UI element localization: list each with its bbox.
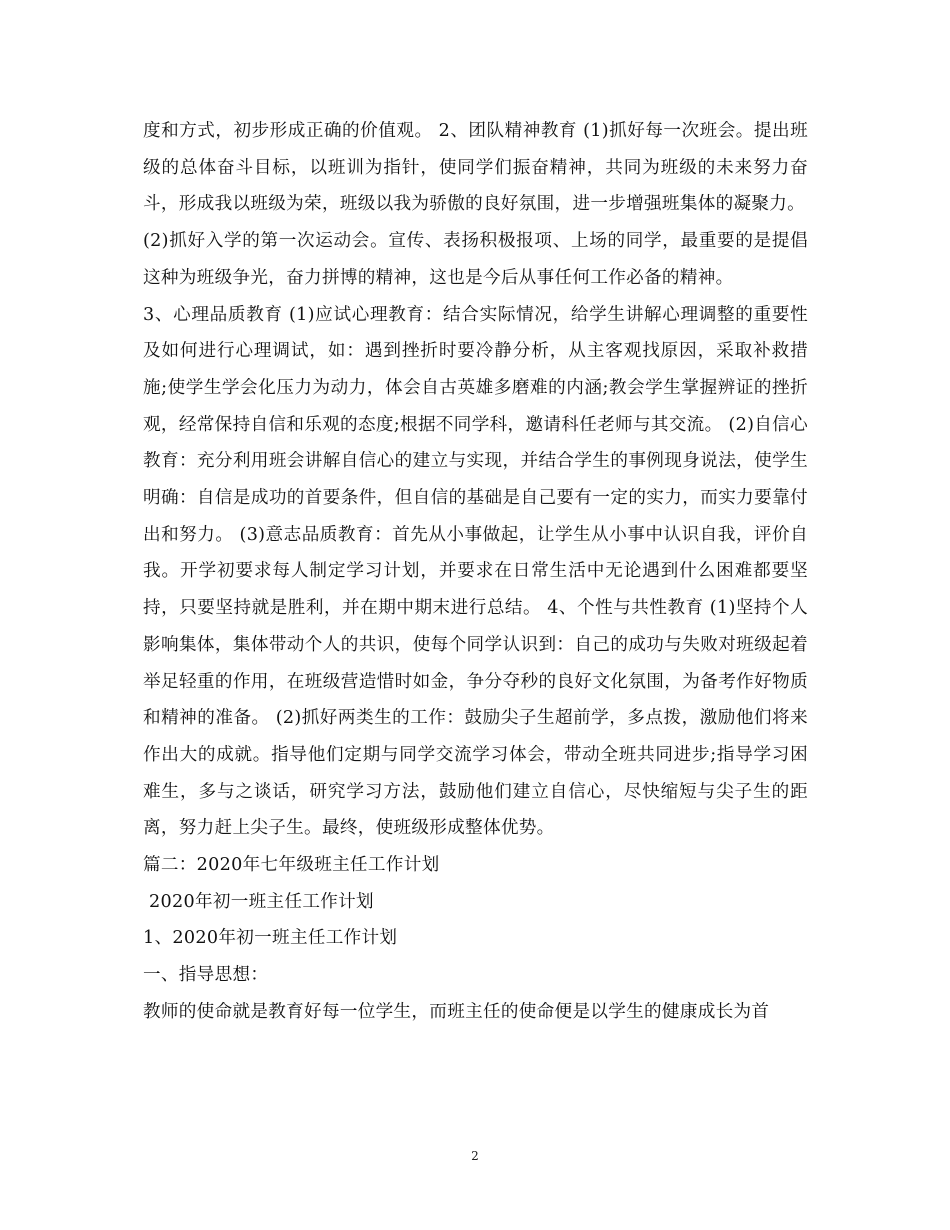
paragraph-team-spirit: 度和方式，初步形成正确的价值观。 2、团队精神教育 (1)抓好每一次班会。提出班级的总体奋斗目标，以班训为指针，使同学们振奋精神，共同为班级的未来努力奋斗，形成我以班级为荣，班级以我为骄傲的良好氛围，进一步增强班集体的凝聚力。 [143,121,808,215]
paragraph-teacher-mission: 教师的使命就是教育好每一位学生，而班主任的使命便是以学生的健康成长为首 [143,1001,770,1022]
document-body [143,113,808,1031]
paragraph-psychological-education: 3、心理品质教育 (1)应试心理教育：结合实际情况，给学生讲解心理调整的重要性及如何进行心理调试，如：遇到挫折时要冷静分析，从主客观找原因，采取补救措施;使学生学会化压力为动力，体会自古英雄多磨难的内涵;教会学生掌握辨证的挫折观，经常保持自信和乐观的态度;根据不同学科，邀请科任老师与其交流。 (2)自信心教育：充分利用班会讲解自信心的建立与实现，并结合学生的事例现身说法，使学生明确：自信是成功的首要条件，但自信的基础是自己要有一定的实力，而实力要靠付出和努力。 (3)意志品质教育：首先从小事做起，让学生从小事中认识自我，评价自我。开学初要求每人制定学习计划，并要求在日常生活中无论遇到什么困难都要坚持，只要坚持就是胜利，并在期中期末进行总结。 4、个性与共性教育 (1)坚持个人影响集体，集体带动个人的共识，使每个同学认识到：自己的成功与失败对班级起着举足轻重的作用，在班级营造惜时如金，争分夺秒的良好文化氛围，为备考作好物质和精神的准备。 (2)抓好两类生的工作：鼓励尖子生超前学，多点拨，激励他们将来作出大的成就。指导他们定期与同学交流学习体会，带动全班共同进步;指导学习困难生，多与之谈话，研究学习方法，鼓励他们建立自信心，尽快缩短与尖子生的距离，努力赶上尖子生。最终，使班级形成整体优势。 [143,304,808,839]
guiding-thought-heading: 一、指导思想： [143,965,269,986]
section-subtitle: 2020年初一班主任工作计划 [149,891,374,912]
section-heading-part-two: 篇二：2020年七年级班主任工作计划 [143,855,440,876]
numbered-heading: 1、2020年初一班主任工作计划 [143,928,398,949]
paragraph-sports-meet: (2)抓好入学的第一次运动会。宣传、表扬积极报项、上场的同学，最重要的是提倡这种为班级争光，奋力拼博的精神，这也是今后从事任何工作必备的精神。 [143,231,808,288]
page-number: 2 [471,1149,479,1163]
